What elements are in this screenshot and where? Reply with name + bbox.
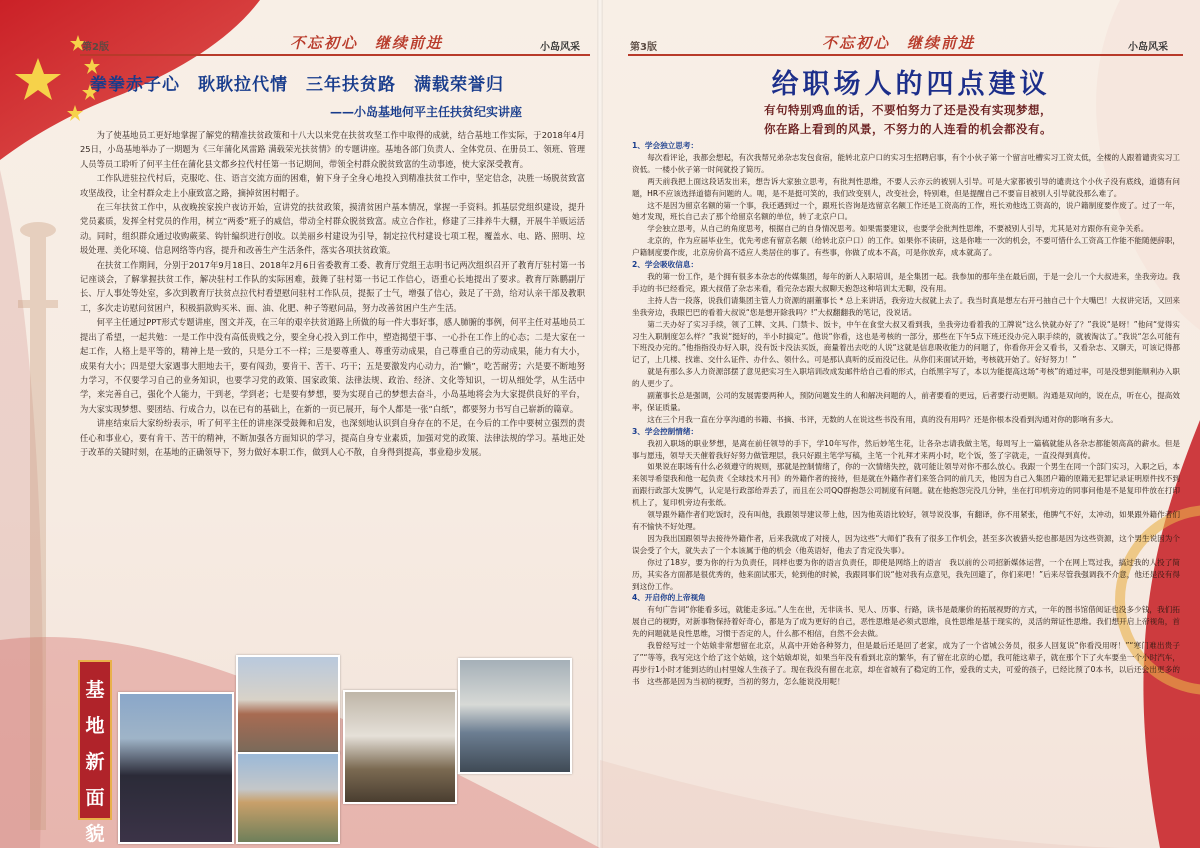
header-slogan: 不忘初心 继续前进: [822, 34, 976, 52]
section-heading: 1、学会独立思考：: [632, 141, 699, 150]
photo-dining-hall: [343, 690, 457, 804]
paragraph: 你过了18岁，要为你的行为负责任，同样也要为你的语言负责任，即使是网络上的语言 我以前的公司招新媒体运营，一个在网上骂过我，搞过我的人投了简历，其实各方面都是很优秀的，他来面试那天，轮到他的时候，我跟同事们说“他对我有点意见，我先回避了，你们来吧！”后来尽管我强调我不介意，他还是没有得到这份工作。: [632, 557, 1180, 591]
lead-quote: [648, 101, 1168, 139]
article-title: 给职场人的四点建议: [771, 69, 1051, 100]
paragraph: 我的第一份工作，是个拥有很多本杂志的传媒集团，每年的新人入职培训，是全集团一起。我参加的那年坐在最后面，于是一会儿一个大叔进来，坐我旁边。我手边的书已经看完，跟大叔借了杂志来看，看完杂志跟大叔聊天抱怨这种培训太无聊，没有用。: [632, 271, 1180, 293]
article-subtitle: ——小岛基地何平主任扶贫纪实讲座: [330, 105, 523, 119]
paragraph: 就是有那么多人力资源部摆了意见把实习生入职培训改成发邮件给自己看的形式，白纸黑字写了，本以为能提高这场“考核”的通过率，可是没想到能顺利办入职的人更少了。: [632, 367, 1180, 389]
paragraph: 讲座结束后大家纷纷表示，听了何平主任的讲座深受鼓舞和启发，也深刻地认识到自身存在的不足，在今后的工作中要树立强烈的责任心和事业心，要有肯干、苦干的精神，不断加强各方面知识的学习，提高自身专业素质，加强对党的政策、法律法规的学习。基地正处于改革的关键时刻，在基地的正确领导下，努力做好本职工作，做到人心不散，自身得到提高，事业稳步发展。: [80, 418, 585, 457]
page-number: 第2版: [82, 42, 109, 53]
section-heading: 4、开启你的上帝视角: [632, 593, 706, 603]
paragraph: 何平主任通过PPT形式专题讲座，图文并茂，在三年的艰辛扶贫道路上所做的每一件大事好事，感人肺腑的事例，何平主任对基地员工提出了希望，一起共勉：一是工作中没有高低贵贱之分，要全身心投入到工作中，塑造揭望干事、一心扑在工作上的心态；二是大家在一起工作，人格上是平等的，精神上是一致的，只是分工不一样；三是要尊重人、尊重劳动成果，自己尊重自己的劳动成果，能力有大小，成果有大小；四是望大家遇事大胆地去干，要有闯劲，要肯干、苦干、巧干；五是要激发内心动力，治“懒”，吃苦耐劳；六是要不断地努力学习，不仅要学习自己的业务知识，也要学习党的政策、国家政策、法律法规、政治、经济、文化等知识，一切从细处学，从生活中学，来完善自己，强化个人能力，干到老，学到老；七是要有梦想，要为实现自己的梦想去奋斗，小岛基地将会为大家提供良好的平台，为大家实现梦想、要团结、行成合力，以在已有的基础上，在新的一页已展开，每个人都是一张“白纸”，都要努力书写自己崭新的篇章。: [80, 317, 585, 414]
photo-main-building: [236, 752, 340, 844]
quote-line: 有句特别鸡血的话，不要怕努力了还是没有实现梦想，: [764, 103, 1052, 117]
paragraph: 副董事长总是强调，公司的发展需要两种人，预防问题发生的人和解决问题的人，前者要看的更远，后者要行动更顺。沟通是双向的，说在点，听在心，提高效率，保证质量。: [632, 391, 1180, 412]
section-heading: 2、学会吸收信息：: [632, 260, 699, 270]
header-slogan: 不忘初心 继续前进: [290, 34, 444, 52]
paragraph: 为了使基地员工更好地掌握了解党的精准扶贫政策和十八大以来党在扶贫攻坚工作中取得的成就，结合基地工作实际，于2018年4月25日，小岛基地举办了一期题为《三年蒲化风雷路 满载荣光扶贫情》的专题讲座。基地各部门负责人、全体党员、在册员工、领班、管理人员等员工聆听了何平主任在蒲化县文都乡拉代村任第一书记期间，带领全村群众脱贫致富的生动事迹，使大家深受教育。: [80, 130, 585, 169]
paragraph: 北京的，作为应届毕业生，优先考虑有留京名额（给转北京户口）的工作。如果你不读研，这是你唯一一次的机会，不要可惜什么工资高工作能不能随便辞职，户籍制度要作废，北京房价高不适应人类居住的事了。有些事，你做了成本不高，可是你放弃，成本就高了。: [632, 236, 1180, 258]
photo-office: [458, 658, 572, 774]
section-heading: 3、学会控制情绪：: [632, 426, 699, 436]
paragraph: 第二天办好了实习手续，领了工牌、文具、门禁卡、饭卡，中午在食堂大叔又看到我，坐我旁边看着我的工牌说“这么快就办好了？”我说“是呀！”他问“觉得实习生入职制度怎么样？”我说“挺好的，半小时搞定”。他说“你看，这也是考核的一部分，那些在下午5点下班还没办完入职手续的，就被淘汰了。”我说“怎么可能有下班没办完的。”他指指没办好入职，没有饭卡没法买饭，商量着出去吃的人说“这就是信息吸收能力的问题了，你看你开会又看书，又看杂志、又聊天，可该记得都记了，上几楼、找谁、交什么证件、办什么、领什么。可是那认真听的反而没记住。从你们来面试开始，考核就开始了。好好努力！”: [632, 319, 1180, 365]
paragraph: 我曾经写过一个姑娘非常想留在北京，从高中开始各种努力，但是最后还是回了老家，成为了一个省城公务员，很多人回复说“你看没用呀！”“寒门难出贵子了”“等等，我写完这个给了这个姑娘，这个姑娘却说，如果当年没有看到北京的繁华，有了留在北京的心愿，我可能这辈子，就在那个下了火车要坐一个小时汽车，再步行1小时才能到达的山村里嫁人生孩子了。现在我没有留在北京，却在省城有了稳定的工作，爱我的丈夫，可爱的孩子，已经比预了0本书，以后还会出更多的书 这些都是因为当初的视野，当初的努力，怎么能说没用呢！: [632, 641, 1180, 686]
article-body: [80, 128, 585, 459]
page-right: [600, 0, 1200, 848]
paragraph: 有句广告词“你能看多远，就能走多远。”人生在世，无非读书、见人、历事、行路，读书是最廉价的拓展视野的方式，一年的图书馆借阅证也没多少钱，我们拓展自己的视野，对新事物保持着好奇心，都是为了成为更好的自己，恶性思维是必须式思维，良性思维是基于现实的，灵活的辩证性思维。我们想开启上帝视角，首先的问题就是良性思维，习惯于否定的人，什么都不相信，自然不会去做。: [632, 605, 1180, 639]
paragraph: 在三年扶贫工作中，从夜晚挨家挨户夜访开始，宣讲党的扶贫政策，摸清贫困户基本情况，掌握一手资料。抓基层党组织建设，提升党员素质，发挥全村党员的作用，树立“两委”班子的威信，带动全村群众脱贫致富。成立合作社，修建了三排养牛大棚，开展牛羊贩运活动。同时，组织群众通过收购蕨菜、钩针编织进行创收。以美丽乡村建设为引导，制定拉代村建设七项工程，覆盖水、电、路、照明、垃圾处理、美化环境、信息网络等内容，提升和改善生产生活条件，落实各项扶贫政策。: [80, 202, 585, 256]
quote-line: 你在路上看到的风景，不努力的人连看的机会都没有。: [764, 122, 1052, 136]
paragraph: 这不是因为留京名额的第一个事，我还遇到过一个，跟班长咨询是选留京名额工作还是工资高的工作，班长劝他选工资高的，说户籍制度要作废了。过了一年，她才发现，班长自己去了那个给留京名额的单位，转了北京户口。: [632, 200, 1180, 222]
photo-gate-building: [236, 655, 340, 754]
photo-group-staff: [118, 692, 234, 844]
paragraph: 工作队进驻拉代村后，克服吃、住、语言交流方面的困难，俯下身子全身心地投入到精准扶贫工作中，坚定信念，决胜一场脱贫致富攻坚战役，让全村群众走上小康致富之路，摘掉贫困村帽子。: [80, 173, 585, 198]
paragraph: 这在三个月我一直在分享沟通的书籍、书摘、书评，无数的人在说这些书没有用，真的没有用吗？还是你根本没看到沟通对你的影响有多大。: [647, 414, 1118, 424]
header-brand: 小岛风采: [1128, 42, 1168, 53]
paragraph: 领导跟外籍作者们吃饭时，没有叫他，我跟领导建议带上他，因为他英语比较好，领导说没事，有翻译，你不用紧张，他脾气不好，太冲动，如果跟外籍作者们有不愉快不好处理。: [632, 510, 1180, 531]
paragraph: 因为我出国跟领导去接待外籍作者，后来我就成了对接人，因为这些“大师们”我有了很多工作机会，甚至多次被猎头挖也都是因为这些资源，这个男生说因为个误会受了个大，就失去了一个本该属于他的机会（他英语好，他去了肯定没失事）。: [632, 533, 1180, 555]
header-rule: [80, 54, 590, 56]
photos-section-label: 基地新面貌: [78, 660, 112, 820]
header-rule: [628, 54, 1183, 56]
article-title: 拳拳赤子心 耿耿拉代情 三年扶贫路 满载荣誉归: [90, 75, 504, 95]
paragraph: 每次看评论，我都会想起，有次我帮兄弟杂志发包食宿，能转北京户口的实习生招聘启事，有个小伙子第一个留言吐槽实习工资太低，全楼的人跟着谴责实习工资低。一楼小伙子第一时间就投了简历。: [632, 152, 1180, 174]
paragraph: 主持人告一段落，说我们请集团主管人力资源的副董事长 * 总上来讲话，我旁边大叔就上去了。我当时真是想左右开弓抽自己十个大嘴巴！大叔讲完话，又回来坐我旁边，我眼巴巴的看着大叔说“您是想开除我吗？!”大叔翻翻我的笔记，没说话。: [632, 295, 1180, 317]
paragraph: 在扶贫工作期间，分别于2017年9月18日、2018年2月6日省委教育工委、教育厅党组王志明书记两次组织召开了教育厅驻村第一书记座谈会，了解掌握扶贫工作，解决驻村工作队的实际困难，鼓舞了驻村第一书记工作信心，语重心长地提出了要求。教育厅陈鹏副厅长、厅人事处等处室，多次到教育厅扶贫点拉代村看望慰问驻村工作队员，提振了士气，增强了信心，鼓足了干劲，给对认亲干部及教职工，多次走访慰问贫困户，积极捐款购买米、面、油、化肥、种子等慰问品，努力改善贫困户生产生活。: [80, 259, 585, 313]
paragraph: 学会独立思考，从自己的角度思考，根据自己的自身情况思考。如果需要建议，也要学会批判性思维，不要被别人引导，尤其是对方跟你有竞争关系。: [647, 224, 1149, 234]
paragraph: 如果说在职场有什么必须遵守的规则，那就是控制情绪了，你的一次情绪失控，就可能让领导对你不那么放心。我跟一个男生在同一个部门实习，入职之后，本来领导希望我和他一起负责《全球技术月刊》的外籍作者的接待，但是就在外籍作者们来签合同的前几天，他因为自己入集团户籍的原籍无犯罪记录证明原件找不到而跟行政部大发脾气，认定是行政部给弄丢了，而且在公司QQ群抱怨公司制度有问题。就在他抱怨完没几分钟，坐在打印机旁边的同事问他是不是复印件放在打印机上了，复印机旁边有张纸。: [632, 462, 1180, 508]
header-brand: 小岛风采: [540, 42, 580, 53]
paragraph: 我初入职场的职业梦想，是离在前任领导的手下，学10年写作，然后妙笔生花，让各杂志请我做主笔，每周写上一篇稿就能从各杂志都能领高高的薪水。但是事与愿违，领导天天催着我好好努力做管理层，我只好跟主笔学写稿，主笔一个礼拜才来两小时，吃个饭，签了字就走，一直没得到真传。: [632, 438, 1180, 460]
page-number: 第3版: [630, 42, 657, 53]
paragraph: 两天前我把上面这段话发出来，想告诉大家独立思考，有批判性思维，不要人云亦云的被别人引导。可是大家都被引导的谴责这个小伙子没有底线，道德有问题，HR不应该选择道德有问题的人。呃，是不是挺可笑的，我们改变别人，改变社会，特别难，但是提醒自己不要盲目被别人引导就没那么难了。: [632, 176, 1180, 198]
article-body: [632, 140, 1180, 688]
